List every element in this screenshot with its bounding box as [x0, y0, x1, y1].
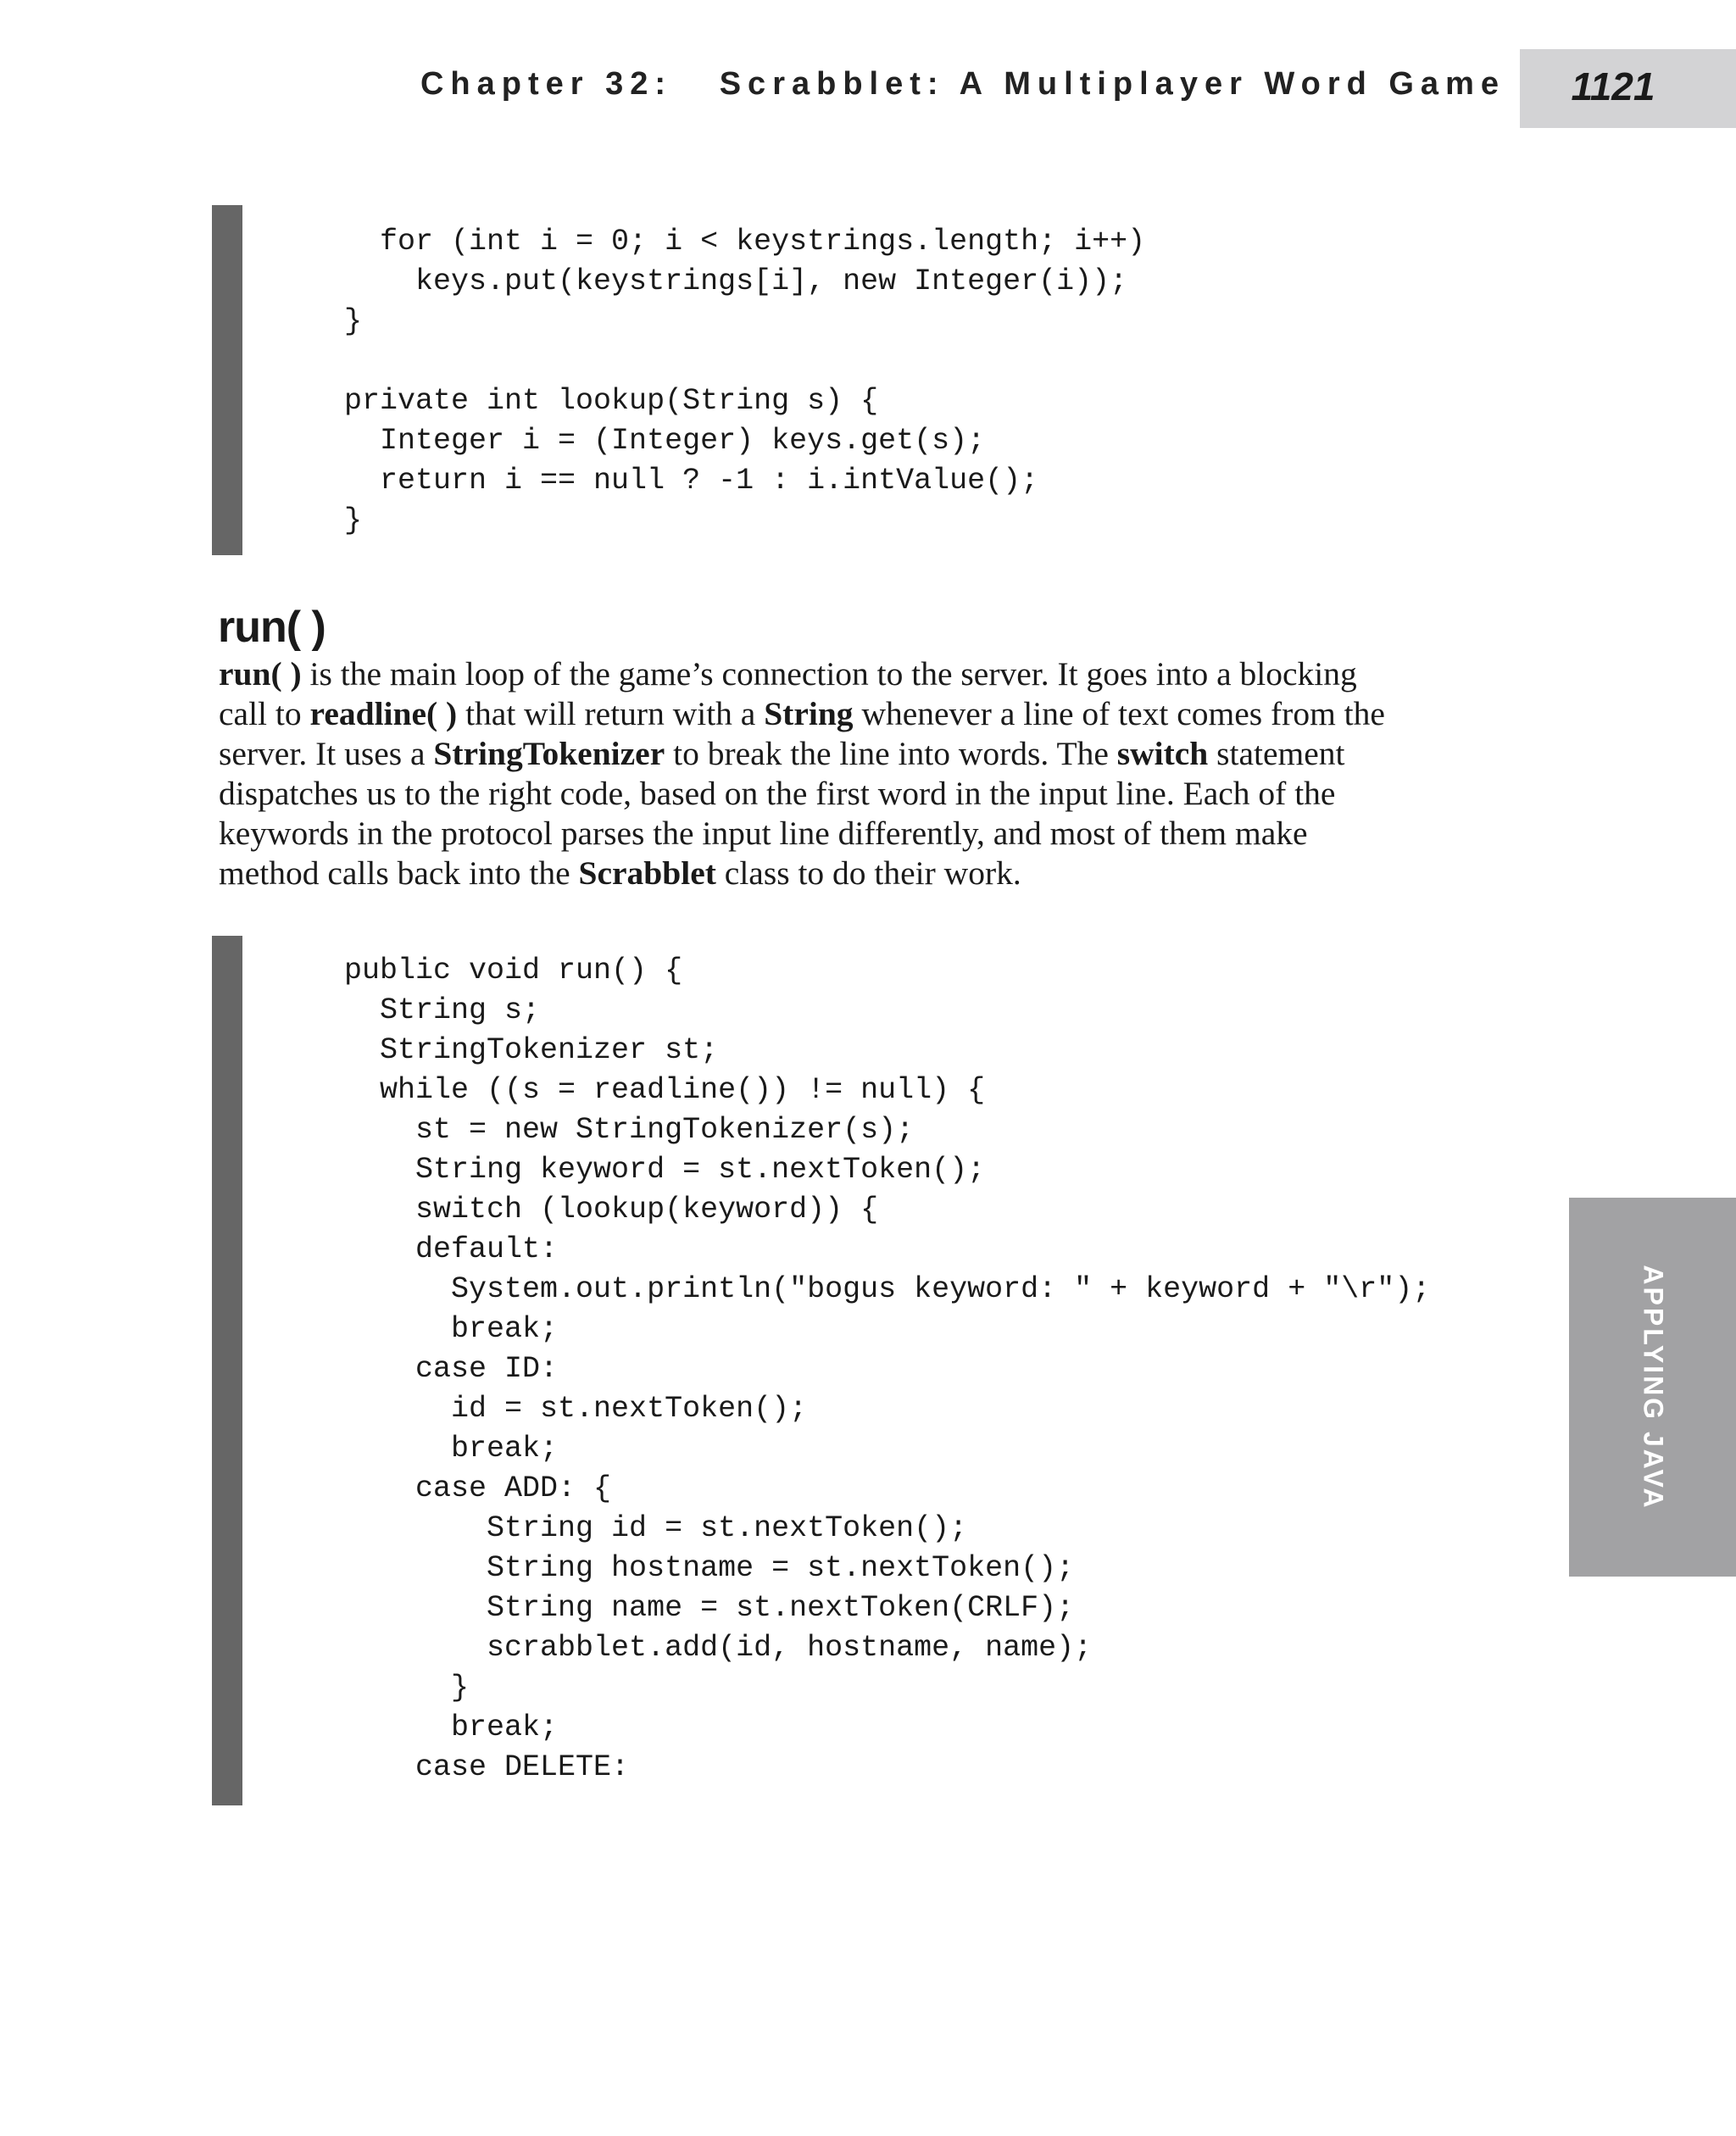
text-run: statement: [1208, 735, 1345, 772]
paragraph-line: [219, 814, 1541, 854]
section-side-tab: [1569, 1198, 1736, 1577]
inline-code-term: readline( ): [309, 695, 458, 732]
code-line: StringTokenizer st;: [309, 1033, 719, 1067]
code-line: break;: [309, 1710, 559, 1744]
code-line: public void run() {: [309, 954, 683, 987]
paragraph-line: [219, 854, 1541, 893]
code-line: break;: [309, 1432, 559, 1466]
code-line: }: [309, 503, 363, 537]
page-number: 1121: [1571, 64, 1655, 108]
inline-code-term: String: [764, 695, 854, 732]
code-line: default:: [309, 1232, 559, 1266]
paragraph-line: [219, 774, 1541, 814]
text-run: method calls back into the: [219, 854, 579, 892]
code-line: return i == null ? -1 : i.intValue();: [309, 464, 1039, 498]
code-line: String name = st.nextToken(CRLF);: [309, 1591, 1075, 1625]
text-run: is the main loop of the game’s connection to the server. It goes into a blocking: [301, 655, 1357, 693]
code-line: }: [309, 1671, 470, 1705]
code-line: break;: [309, 1312, 559, 1346]
code-line: String hostname = st.nextToken();: [309, 1551, 1075, 1585]
code-line: st = new StringTokenizer(s);: [309, 1113, 915, 1147]
code-line: case ADD: {: [309, 1471, 612, 1505]
inline-code-term: run( ): [219, 655, 302, 693]
section-paragraph: [219, 654, 1541, 893]
code-line: while ((s = readline()) != null) {: [309, 1073, 986, 1107]
code-line: keys.put(keystrings[i], new Integer(i));: [309, 264, 1128, 298]
code-line: Integer i = (Integer) keys.get(s);: [309, 424, 986, 458]
text-run: class to do their work.: [715, 854, 1021, 892]
paragraph-line: [219, 694, 1541, 734]
section-heading-run: run( ): [218, 603, 326, 652]
code-line: for (int i = 0; i < keystrings.length; i++): [309, 225, 1146, 259]
text-run: whenever a line of text comes from the: [853, 695, 1385, 732]
inline-code-term: StringTokenizer: [433, 735, 665, 772]
inline-code-term: Scrabblet: [578, 854, 716, 892]
paragraph-line: [219, 654, 1541, 694]
text-run: server. It uses a: [219, 735, 434, 772]
side-tab-label: APPLYING JAVA: [1638, 1264, 1668, 1510]
code-line: String s;: [309, 993, 541, 1027]
code-line: String id = st.nextToken();: [309, 1511, 968, 1545]
code-line: switch (lookup(keyword)) {: [309, 1193, 879, 1227]
code-line: System.out.println("bogus keyword: " + keyword + "\r");: [309, 1272, 1431, 1306]
text-run: dispatches us to the right code, based on the first word in the input line. Each of the: [219, 775, 1336, 812]
code-margin-bar: [212, 936, 242, 1805]
code-line: private int lookup(String s) {: [309, 384, 879, 418]
code-line: }: [309, 304, 363, 338]
text-run: that will return with a: [457, 695, 765, 732]
code-line: case DELETE:: [309, 1750, 630, 1784]
code-line: case ID:: [309, 1352, 559, 1386]
inline-code-term: switch: [1116, 735, 1209, 772]
code-line: id = st.nextToken();: [309, 1392, 808, 1426]
paragraph-line: [219, 734, 1541, 774]
code-margin-bar: [212, 205, 242, 555]
code-line: String keyword = st.nextToken();: [309, 1153, 986, 1187]
text-run: keywords in the protocol parses the input line differently, and most of them make: [219, 815, 1308, 852]
running-head-chapter-title: Chapter 32: Scrabblet: A Multiplayer Word Game: [420, 66, 1505, 102]
text-run: to break the line into words. The: [665, 735, 1117, 772]
code-line: scrabblet.add(id, hostname, name);: [309, 1631, 1093, 1665]
text-run: call to: [219, 695, 310, 732]
